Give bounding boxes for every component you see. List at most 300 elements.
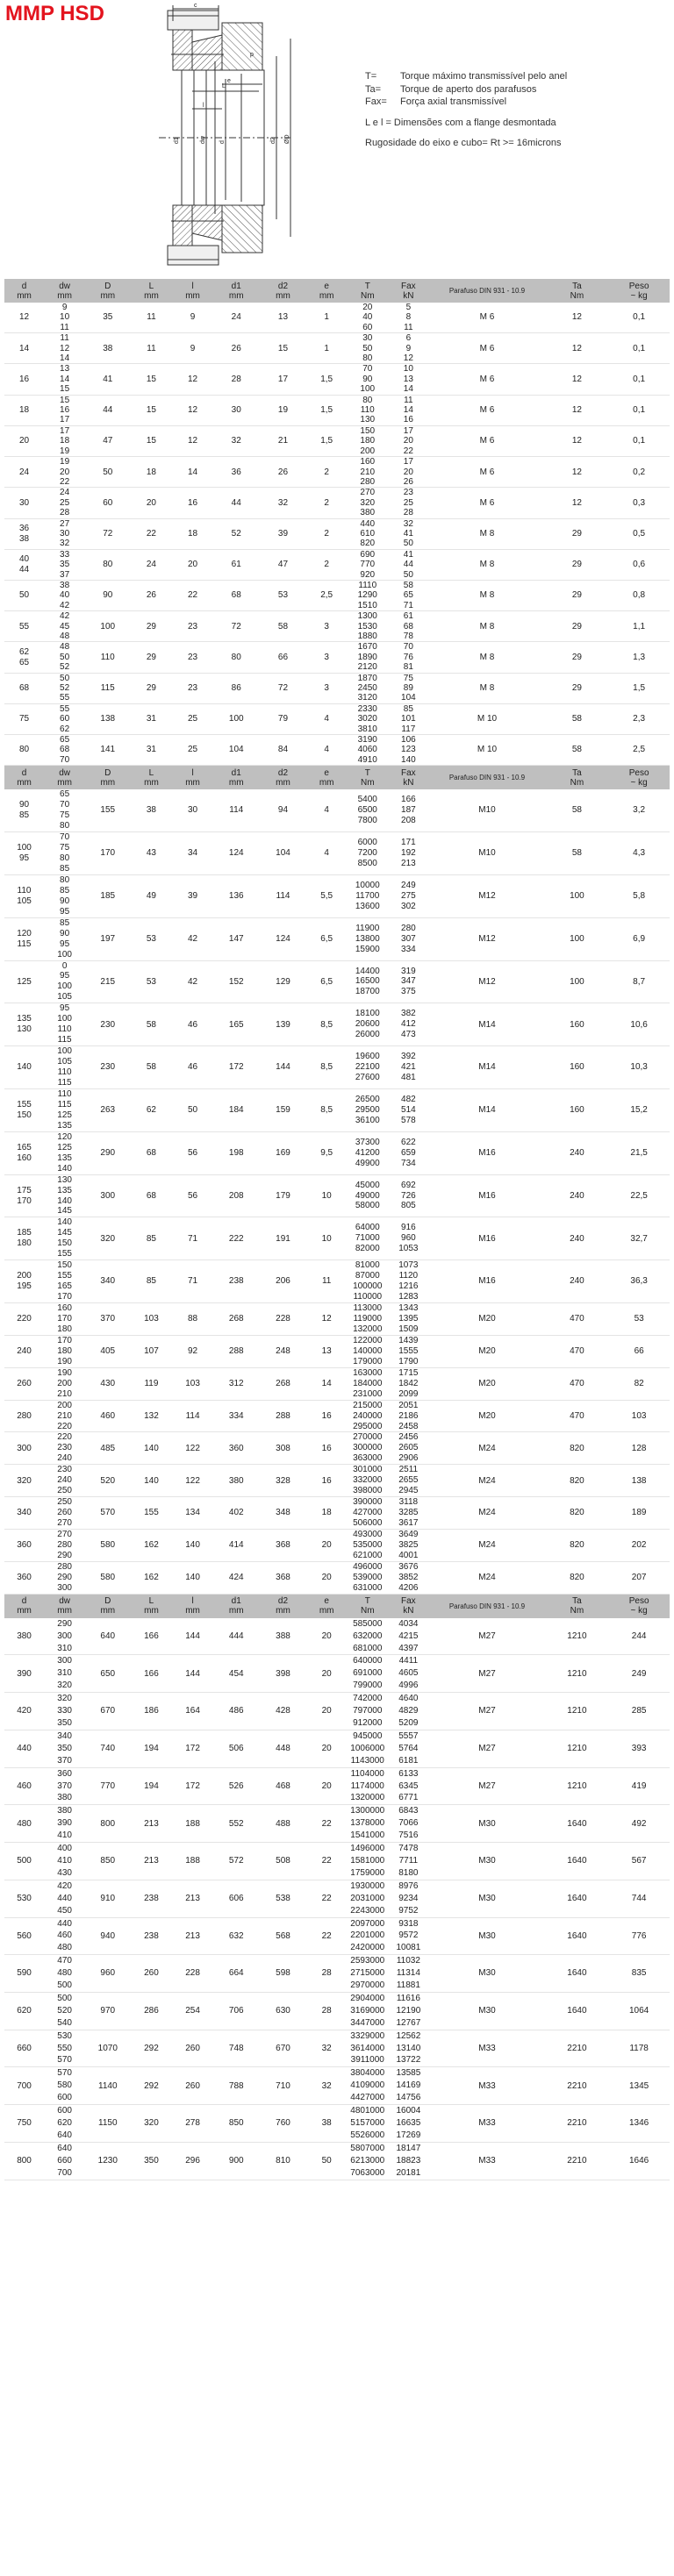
cell-l: 260 <box>144 1968 159 1979</box>
cell-d1: 124 <box>228 848 244 859</box>
cell-ta: 1640 <box>567 1930 587 1941</box>
cell-fax: 392 421 481 <box>401 1052 416 1083</box>
cell-d: 1230 <box>97 2155 118 2166</box>
cell-d2: 206 <box>276 1276 290 1287</box>
cell-d1: 312 <box>228 1378 244 1388</box>
cell-fax: 58 65 71 <box>403 580 413 610</box>
cell-dw: 33 35 37 <box>60 549 70 580</box>
cell-s: M 8 <box>479 621 495 632</box>
cell-ta: 1640 <box>567 1818 587 1829</box>
cell-l: 172 <box>185 1780 200 1791</box>
cell-d: 18 <box>18 405 30 416</box>
column-header: Parafuso DIN 931 - 10.9 <box>428 766 545 789</box>
cell-t: 163000 184000 231000 <box>353 1367 383 1399</box>
cell-d-part: 155 <box>17 1099 32 1110</box>
table-row <box>4 2105 670 2143</box>
cell-p: 3,2 <box>633 805 646 816</box>
cell-t: 1670 1890 2120 <box>357 642 377 673</box>
cell-d <box>4 642 44 673</box>
cell-ta: 12 <box>571 467 582 477</box>
cell-ta: 29 <box>571 683 582 694</box>
cell-l: 24 <box>146 560 156 570</box>
cell-e: 32 <box>321 2080 332 2091</box>
cell-t: 14400 16500 18700 <box>355 966 380 997</box>
table-row <box>4 960 670 1003</box>
cell-s: M 6 <box>479 374 495 384</box>
table-row <box>4 1088 670 1131</box>
cell-l: 62 <box>146 1105 156 1116</box>
cell-d: 300 <box>17 1443 32 1453</box>
cell-d1: 414 <box>228 1540 244 1551</box>
cell-fax: 166 187 208 <box>401 795 416 826</box>
column-header: L mm <box>130 766 172 789</box>
cell-fax: 70 76 81 <box>403 642 413 673</box>
cell-p: 1346 <box>629 2118 649 2129</box>
cell-p: 66 <box>634 1346 644 1357</box>
cell-l: 71 <box>188 1276 198 1287</box>
cell-l: 25 <box>188 745 198 755</box>
cell-s: M12 <box>478 933 496 944</box>
cell-fax: 1439 1555 1790 <box>398 1335 419 1366</box>
cell-l: 71 <box>188 1233 198 1244</box>
cell-ta: 58 <box>571 714 582 724</box>
cell-d: 580 <box>100 1540 116 1551</box>
cell-dw: 95 100 110 115 <box>57 1003 72 1045</box>
cell-p: 128 <box>631 1443 647 1453</box>
cell-s: M24 <box>478 1475 496 1486</box>
cell-d: 240 <box>17 1346 32 1357</box>
cell-ta: 29 <box>571 528 582 539</box>
cell-dw: 170 180 190 <box>57 1335 72 1366</box>
cell-ta: 240 <box>570 1147 584 1158</box>
cell-d <box>4 549 44 580</box>
label-D: ØD <box>284 134 290 144</box>
legend-note-roughness: Rugosidade do eixo e cubo= Rt >= 16microns <box>365 138 562 148</box>
cell-d1: 165 <box>228 1019 244 1030</box>
cell-d2: 810 <box>276 2155 290 2166</box>
cell-d2: 104 <box>276 848 290 859</box>
cell-s: M 8 <box>479 683 495 694</box>
cell-e: 18 <box>321 1508 332 1518</box>
cell-l: 31 <box>146 714 156 724</box>
cell-dw: 120 125 135 140 <box>57 1131 72 1174</box>
cell-l: 186 <box>144 1706 159 1716</box>
cell-l: 166 <box>144 1668 159 1679</box>
cell-l: 213 <box>144 1856 159 1866</box>
cell-d: 50 <box>18 590 30 601</box>
table-header-row <box>4 1595 670 1618</box>
cell-dw: 15 16 17 <box>60 395 70 425</box>
cell-l: 228 <box>185 1968 200 1979</box>
cell-d1: 208 <box>228 1190 244 1201</box>
cell-l: 134 <box>185 1508 200 1518</box>
cell-fax: 916 960 1053 <box>398 1223 419 1254</box>
cell-e: 6,5 <box>320 976 333 987</box>
cell-d-part: 105 <box>17 896 32 906</box>
table-row <box>4 1497 670 1530</box>
column-header: Parafuso DIN 931 - 10.9 <box>428 1595 545 1618</box>
cell-l: 22 <box>188 590 198 601</box>
cell-l: 42 <box>188 976 198 987</box>
cell-d: 360 <box>17 1573 32 1583</box>
cell-dw: 340 350 370 <box>57 1730 72 1766</box>
cell-d: 90 <box>103 590 113 601</box>
cell-fax: 249 275 302 <box>401 880 416 911</box>
column-header: dw mm <box>44 1595 85 1618</box>
cell-t: 18100 20600 26000 <box>355 1009 380 1040</box>
label-l: l <box>203 103 204 109</box>
cell-l: 12 <box>188 436 198 446</box>
cell-e: 22 <box>321 1856 332 1866</box>
table-row <box>4 2142 670 2180</box>
cell-t: 1496000 1581000 1759000 <box>350 1844 385 1878</box>
cell-d2: 26 <box>277 467 289 477</box>
cell-d-part: 150 <box>17 1110 32 1120</box>
cell-p: 419 <box>631 1780 647 1791</box>
cell-p: 1,1 <box>633 621 646 632</box>
cell-dw: 530 550 570 <box>57 2030 72 2066</box>
cell-t: 690 770 920 <box>360 549 376 580</box>
cell-d1: 68 <box>231 590 241 601</box>
cell-d2: 191 <box>276 1233 290 1244</box>
cell-p: 53 <box>634 1314 644 1324</box>
cell-l: 23 <box>188 683 198 694</box>
cell-p: 0,2 <box>633 467 646 477</box>
cell-e: 38 <box>321 2118 332 2129</box>
cell-d: 41 <box>103 374 113 384</box>
cell-l: 172 <box>185 1744 200 1754</box>
column-header: l mm <box>173 279 213 303</box>
cell-l: 278 <box>185 2118 200 2129</box>
cell-dw: 230 240 250 <box>57 1465 72 1496</box>
cell-s: M24 <box>478 1508 496 1518</box>
cell-l: 194 <box>144 1744 159 1754</box>
cell-d <box>4 789 44 831</box>
cell-d: 590 <box>17 1968 32 1979</box>
cell-ta: 1210 <box>567 1780 587 1791</box>
cell-dw: 160 170 180 <box>57 1303 72 1334</box>
cell-d: 700 <box>17 2080 32 2091</box>
cell-p: 22,5 <box>630 1190 648 1201</box>
cell-dw: 85 90 95 100 <box>57 917 72 960</box>
cell-d: 460 <box>17 1780 32 1791</box>
cell-d1: 424 <box>228 1573 244 1583</box>
cell-d: 420 <box>17 1706 32 1716</box>
legend-note-dimensions: L e l = Dimensões com a flange desmontada <box>365 117 556 128</box>
cell-ta: 58 <box>571 805 582 816</box>
column-header: D mm <box>85 279 130 303</box>
cell-d: 480 <box>17 1818 32 1829</box>
cell-d1: 402 <box>228 1508 244 1518</box>
cell-dw: 140 145 150 155 <box>57 1217 72 1259</box>
dimension-table <box>4 766 670 1594</box>
cell-d-part: 95 <box>18 853 30 863</box>
cell-s: M33 <box>478 2043 496 2053</box>
cell-fax: 11616 12190 12767 <box>396 1993 421 2028</box>
column-header: dw mm <box>44 279 85 303</box>
cell-d1: 52 <box>231 528 241 539</box>
table-row <box>4 1174 670 1217</box>
cell-l: 140 <box>144 1443 159 1453</box>
cell-d1: 788 <box>228 2080 244 2091</box>
cell-s: M27 <box>478 1744 496 1754</box>
table-row <box>4 518 670 549</box>
cell-d: 260 <box>17 1378 32 1388</box>
cell-l: 25 <box>188 714 198 724</box>
cell-d-part: 62 <box>18 647 30 658</box>
cell-p: 0,8 <box>633 590 646 601</box>
cell-d: 570 <box>100 1508 116 1518</box>
cell-l: 162 <box>144 1573 159 1583</box>
cell-d-part: 200 <box>17 1271 32 1281</box>
cell-d: 770 <box>100 1780 116 1791</box>
cell-d2: 398 <box>276 1668 290 1679</box>
cell-d1: 24 <box>231 312 241 323</box>
cell-d <box>4 832 44 875</box>
cell-e: 20 <box>321 1780 332 1791</box>
cell-fax: 482 514 578 <box>401 1094 416 1125</box>
technical-drawing <box>118 4 338 272</box>
cell-t: 26500 29500 36100 <box>355 1094 380 1125</box>
cell-dw: 80 85 90 95 <box>60 874 70 917</box>
table-row <box>4 1217 670 1260</box>
cell-p: 1064 <box>629 2006 649 2016</box>
cell-ta: 1640 <box>567 1893 587 1903</box>
cell-s: M27 <box>478 1706 496 1716</box>
cell-d-part: 65 <box>18 657 30 667</box>
table-row <box>4 1432 670 1465</box>
cell-t: 945000 1006000 1143000 <box>350 1730 385 1766</box>
cell-d1: 44 <box>231 497 241 508</box>
cell-d: 47 <box>103 436 113 446</box>
cell-dw: 500 520 540 <box>57 1993 72 2028</box>
cell-d2: 328 <box>276 1475 290 1486</box>
cell-d: 230 <box>100 1062 116 1073</box>
cell-ta: 820 <box>570 1540 584 1551</box>
table-row <box>4 874 670 917</box>
cell-d: 220 <box>17 1314 32 1324</box>
cell-t: 301000 332000 398000 <box>353 1465 383 1496</box>
cell-d: 1140 <box>98 2080 118 2091</box>
cell-s: M14 <box>478 1062 496 1073</box>
cell-t: 1104000 1174000 1320000 <box>350 1768 385 1803</box>
cell-ta: 29 <box>571 560 582 570</box>
cell-l: 31 <box>146 745 156 755</box>
cell-d <box>4 1131 44 1174</box>
cell-s: M30 <box>478 1818 496 1829</box>
cell-l: 20 <box>188 560 198 570</box>
column-header: Fax kN <box>388 766 428 789</box>
cell-ta: 58 <box>571 848 582 859</box>
cell-s: M16 <box>478 1147 496 1158</box>
label-d1: d1 <box>174 137 180 144</box>
cell-d-part: 85 <box>18 810 30 821</box>
cell-fax: 7478 7711 8180 <box>398 1844 419 1878</box>
table-row <box>4 1131 670 1174</box>
table-row <box>4 735 670 766</box>
cell-e: 10 <box>321 1233 332 1244</box>
cell-t: 5400 6500 7800 <box>357 795 377 826</box>
cell-d <box>4 874 44 917</box>
column-header: Peso ~ kg <box>608 279 670 303</box>
cell-d1: 380 <box>228 1475 244 1486</box>
cell-p: 835 <box>631 1968 647 1979</box>
cell-e: 4 <box>324 805 329 816</box>
cell-t: 10000 11700 13600 <box>355 880 380 911</box>
cell-ta: 12 <box>571 405 582 416</box>
cell-e: 2 <box>324 467 329 477</box>
cell-s: M30 <box>478 2006 496 2016</box>
cell-fax: 622 659 734 <box>401 1137 416 1168</box>
cell-e: 20 <box>321 1631 332 1641</box>
cell-fax: 9318 9572 10081 <box>396 1918 421 1953</box>
cell-p: 4,3 <box>633 848 646 859</box>
cell-p: 32,7 <box>630 1233 648 1244</box>
cell-ta: 240 <box>570 1233 584 1244</box>
label-p: p <box>250 52 254 58</box>
column-header: d mm <box>4 279 44 303</box>
cell-fax: 3676 3852 4206 <box>398 1561 419 1593</box>
cell-d1: 100 <box>228 714 244 724</box>
cell-p: 0,6 <box>633 560 646 570</box>
cell-s: M14 <box>478 1019 496 1030</box>
dimension-table <box>4 279 670 766</box>
cell-ta: 820 <box>570 1443 584 1453</box>
cell-fax: 17 20 22 <box>403 425 413 456</box>
column-header: D mm <box>85 766 130 789</box>
cell-dw: 0 95 100 105 <box>57 960 72 1003</box>
cell-dw: 290 300 310 <box>57 1618 72 1653</box>
cell-l: 18 <box>146 467 156 477</box>
cell-fax: 5557 5764 6181 <box>398 1730 419 1766</box>
cell-d: 800 <box>100 1818 116 1829</box>
cell-s: M27 <box>478 1780 496 1791</box>
column-header: d mm <box>4 1595 44 1618</box>
cell-l: 23 <box>188 652 198 662</box>
cell-ta: 820 <box>570 1573 584 1583</box>
table-row <box>4 1880 670 1917</box>
cell-ta: 470 <box>570 1378 584 1388</box>
cell-d1: 184 <box>228 1105 244 1116</box>
cell-s: M 6 <box>479 343 495 353</box>
cell-d: 405 <box>100 1346 116 1357</box>
cell-d1: 900 <box>228 2155 244 2166</box>
cell-d: 141 <box>100 745 116 755</box>
cell-e: 16 <box>321 1410 332 1421</box>
cell-fax: 692 726 805 <box>401 1180 416 1211</box>
cell-e: 3 <box>324 621 329 632</box>
cell-s: M 8 <box>479 652 495 662</box>
cell-t: 1300 1530 1880 <box>357 611 377 641</box>
cell-l: 155 <box>144 1508 159 1518</box>
cell-d-part: 100 <box>17 843 32 853</box>
cell-d1: 454 <box>228 1668 244 1679</box>
cell-e: 8,5 <box>320 1062 333 1073</box>
cell-d: 1070 <box>97 2043 118 2053</box>
cell-d2: 124 <box>276 933 290 944</box>
cell-e: 50 <box>321 2155 332 2166</box>
cell-ta: 29 <box>571 590 582 601</box>
cell-s: M 8 <box>479 560 495 570</box>
cell-dw: 55 60 62 <box>60 703 70 734</box>
table-row <box>4 1693 670 1730</box>
cell-s: M30 <box>478 1856 496 1866</box>
cell-l: 15 <box>146 374 156 384</box>
column-header: Ta Nm <box>546 279 609 303</box>
cell-d-part: 44 <box>18 564 30 574</box>
cell-s: M30 <box>478 1968 496 1979</box>
cell-l: 15 <box>146 405 156 416</box>
cell-l: 238 <box>144 1893 159 1903</box>
cell-fax: 4034 4215 4397 <box>398 1618 419 1653</box>
cell-p: 1,3 <box>633 652 646 662</box>
cell-d: 138 <box>100 714 116 724</box>
table-row <box>4 1730 670 1767</box>
cell-s: M 8 <box>479 528 495 539</box>
cell-fax: 319 347 375 <box>401 966 416 997</box>
cell-d: 370 <box>100 1314 116 1324</box>
cell-fax: 6843 7066 7516 <box>398 1806 419 1841</box>
cell-fax: 16004 16635 17269 <box>396 2106 421 2140</box>
cell-ta: 2210 <box>567 2043 587 2053</box>
cell-fax: 2511 2655 2945 <box>398 1465 419 1496</box>
cell-d1: 198 <box>228 1147 244 1158</box>
cell-e: 28 <box>321 2006 332 2016</box>
cell-d: 850 <box>100 1856 116 1866</box>
cell-d2: 47 <box>277 560 289 570</box>
cell-fax: 171 192 213 <box>401 838 416 868</box>
cell-dw: 50 52 55 <box>60 673 70 703</box>
cell-p: 0,1 <box>633 436 646 446</box>
cell-d1: 147 <box>228 933 244 944</box>
cell-p: 0,1 <box>633 374 646 384</box>
cell-d-part: 180 <box>17 1238 32 1249</box>
cell-d: 320 <box>100 1233 116 1244</box>
cell-ta: 820 <box>570 1508 584 1518</box>
cell-d2: 79 <box>277 714 289 724</box>
cell-t: 11900 13800 15900 <box>355 923 380 954</box>
label-d2: d2 <box>270 137 276 144</box>
cell-d: 670 <box>100 1706 116 1716</box>
cell-l: 144 <box>185 1631 200 1641</box>
cell-d: 530 <box>17 1893 32 1903</box>
cell-e: 20 <box>321 1668 332 1679</box>
cell-d: 650 <box>100 1668 116 1679</box>
cell-l: 103 <box>185 1378 200 1388</box>
cell-d-part: 165 <box>17 1142 32 1152</box>
cell-l: 296 <box>185 2155 200 2166</box>
cell-ta: 2210 <box>567 2118 587 2129</box>
cell-d-part: 36 <box>18 524 30 534</box>
cell-p: 0,3 <box>633 497 646 508</box>
cell-d2: 568 <box>276 1930 290 1941</box>
cell-fax: 18147 18823 20181 <box>396 2143 421 2178</box>
column-header: e mm <box>306 766 347 789</box>
cell-p: 567 <box>631 1856 647 1866</box>
cell-l: 9 <box>190 312 196 323</box>
cell-d-part: 170 <box>17 1195 32 1206</box>
legend-item: Ta= Torque de aperto dos parafusos <box>365 83 537 95</box>
cell-d: 640 <box>100 1631 116 1641</box>
cell-d1: 288 <box>228 1346 244 1357</box>
column-header: e mm <box>306 279 347 303</box>
table-row <box>4 1955 670 1993</box>
cell-fax: 11032 11314 11881 <box>396 1956 420 1991</box>
column-header: T Nm <box>347 1595 388 1618</box>
cell-d1: 572 <box>228 1856 244 1866</box>
cell-t: 30 50 80 <box>362 333 373 364</box>
cell-s: M 8 <box>479 590 495 601</box>
